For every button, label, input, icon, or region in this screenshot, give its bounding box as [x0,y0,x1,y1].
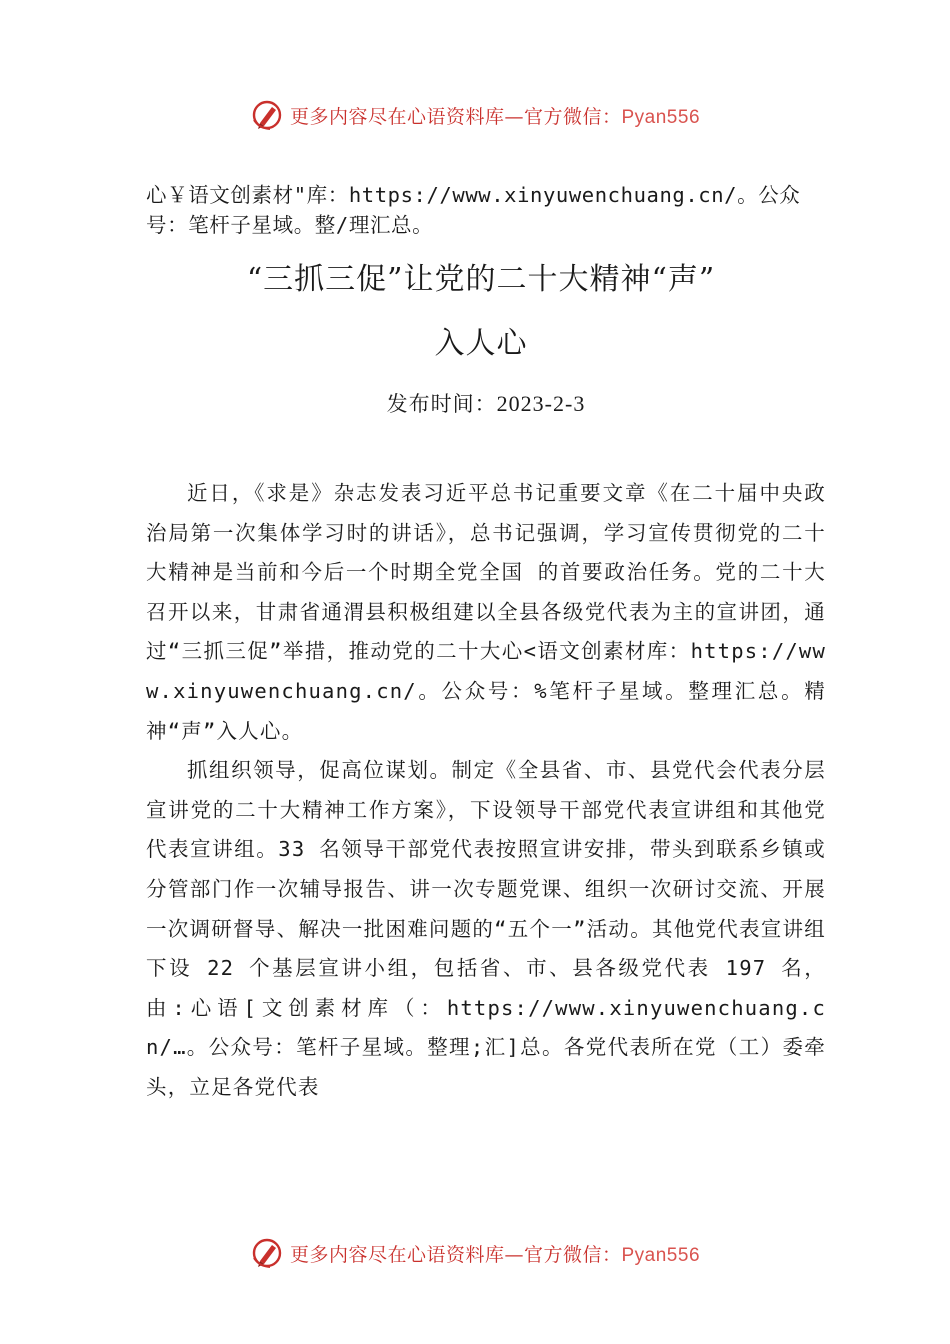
wechat-id: Pyan556 [621,106,701,128]
watermark-banner-bottom [0,1233,950,1273]
pen-logo-icon [250,98,284,132]
watermark-banner-top [0,95,950,135]
pen-logo-icon [250,1236,284,1270]
wechat-id: Pyan556 [621,1244,701,1266]
watermark-text: 更多内容尽在心语资料库—官方微信：Pyan556 [289,105,701,128]
watermark-text: 更多内容尽在心语资料库—官方微信：Pyan556 [289,1243,701,1266]
date-value: 2023-2-3 [496,391,586,416]
title-line-1: “三抓三促”让党的二十大精神“声” [246,262,716,297]
title-line-2: 入人心 [434,326,528,361]
article-text [146,474,826,1108]
document-title [136,248,826,376]
paragraph: 近日，《求是》杂志发表习近平总书记重要文章《在二十届中央政治局第一次集体学习时的讲话》，总书记强调，学习宣传贯彻党的二十大精神是当前和今后一个时期全党全国 的首要政治任务。党的二十大召开以来，甘肃省通渭县积极组建以全县各级党代表为主的宣讲团，通过“三抓三促”举措，推动党的二十大心<语文创素材库：https://www.xinyuwenchuang.cn/。公众号：%笔杆子星域。整理汇总。精神“声”入人心。 [146,481,826,743]
paragraph: 抓组织领导，促高位谋划。制定《全县省、市、县党代会代表分层宣讲党的二十大精神工作方案》，下设领导干部党代表宣讲组和其他党代表宣讲组。33 名领导干部党代表按照宣讲安排，带头到联系乡镇或分管部门作一次辅导报告、讲一次专题党课、组织一次研讨交流、开展一次调研督导、解决一批困难问题的“五个一”活动。其他党代表宣讲组下设 22 个基层宣讲小组，包括省、市、县各级党代表 197 名， 由:心语[文创素材库（：https://www.xinyuwenchuang.cn/…。公众号：笔杆子星域。整理;汇]总。各党代表所在党（工）委牵头，立足各党代表 [146,758,826,1099]
date-label: 发布时间： [386,392,497,416]
publish-date [146,388,826,418]
promo-line: 心￥语文创素材"库：https://www.xinyuwenchuang.cn/。公众号：笔杆子星域。整/理汇总。 [146,183,801,237]
document-body [146,180,826,1108]
